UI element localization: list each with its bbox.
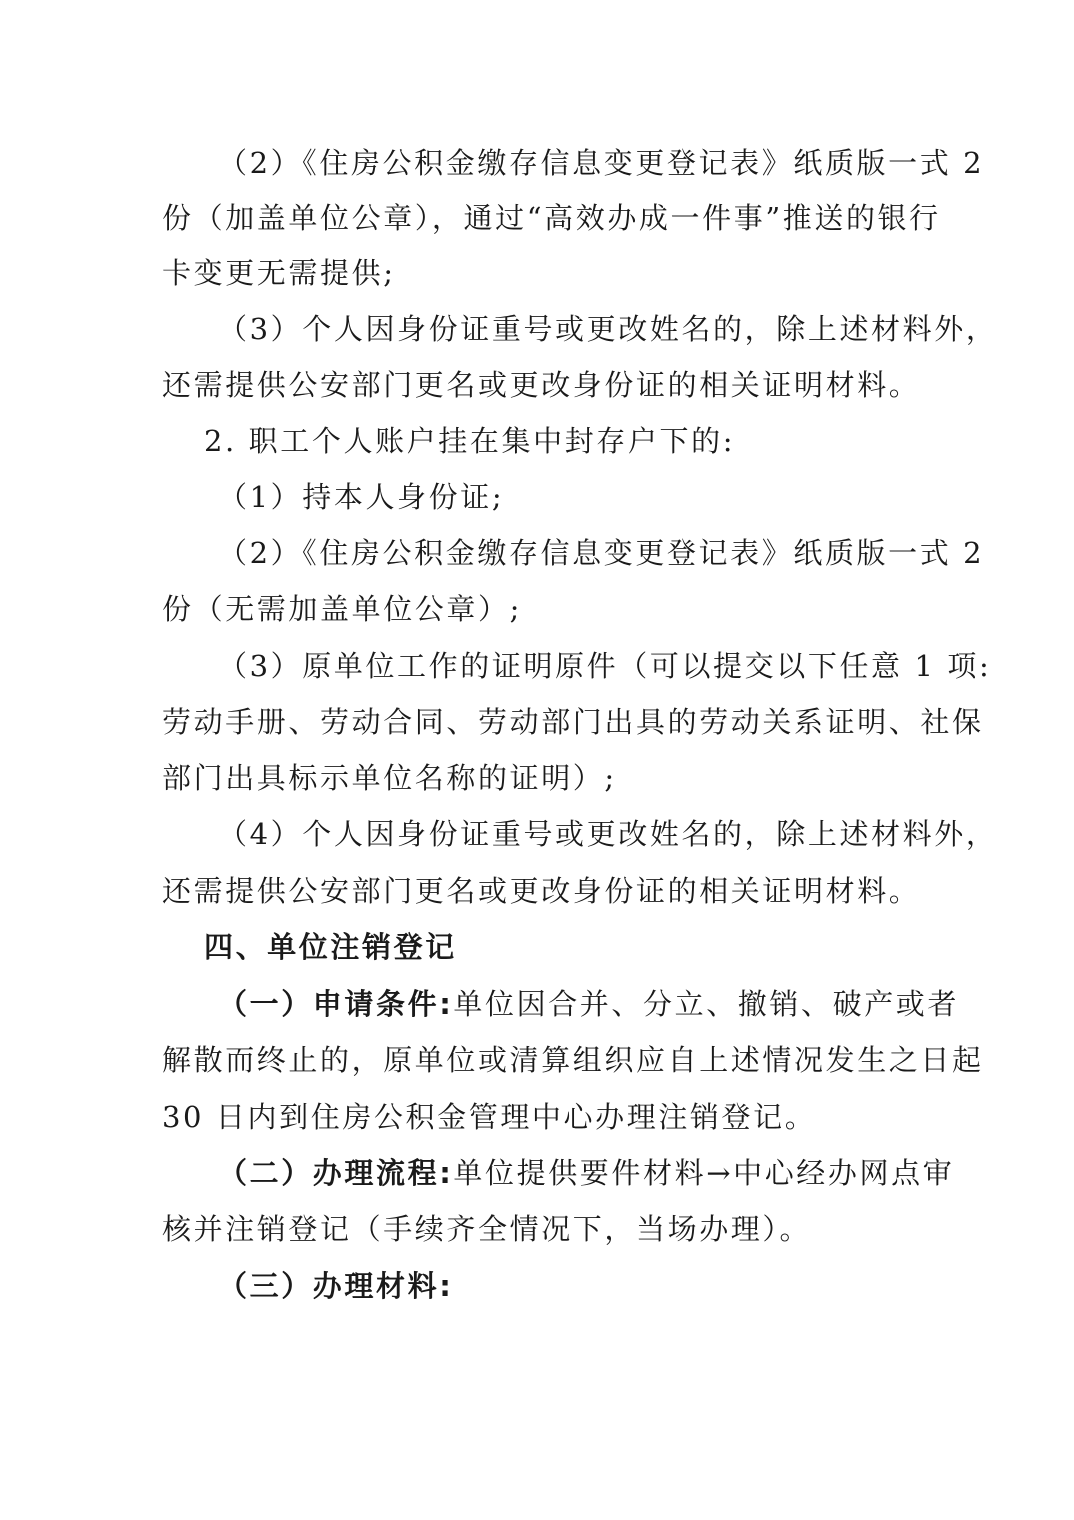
paragraph-line xyxy=(218,986,960,1022)
item-label: （二）办理流程: xyxy=(218,1156,454,1190)
paragraph-line: 劳动手册、劳动合同、劳动部门出具的劳动关系证明、社保 xyxy=(162,705,984,739)
paragraph-line: 解散而终止的，原单位或清算组织应自上述情况发生之日起 xyxy=(162,1043,984,1077)
paragraph-line: 30 日内到住房公积金管理中心办理注销登记。 xyxy=(162,1100,817,1134)
paragraph-line: 份（加盖单位公章），通过“高效办成一件事”推送的银行 xyxy=(162,201,941,235)
item-label: （三）办理材料: xyxy=(218,1269,454,1303)
paragraph-line xyxy=(218,1155,955,1191)
item-label: （一）申请条件: xyxy=(218,987,454,1021)
paragraph-line: 部门出具标示单位名称的证明）; xyxy=(162,761,617,795)
paragraph-line: 核并注销登记（手续齐全情况下，当场办理）。 xyxy=(162,1212,812,1246)
item-text: 单位因合并、分立、撤销、破产或者 xyxy=(453,987,960,1021)
paragraph-line: 份（无需加盖单位公章）; xyxy=(162,592,522,626)
paragraph-line: 还需提供公安部门更名或更改身份证的相关证明材料。 xyxy=(162,368,921,402)
paragraph-line: （1）持本人身份证; xyxy=(218,480,505,514)
paragraph-line: 还需提供公安部门更名或更改身份证的相关证明材料。 xyxy=(162,874,921,908)
paragraph-line: （2）《住房公积金缴存信息变更登记表》纸质版一式 2 xyxy=(218,146,985,180)
paragraph-line: （3）个人因身份证重号或更改姓名的，除上述材料外， xyxy=(218,312,998,346)
paragraph-line: （3）原单位工作的证明原件（可以提交以下任意 1 项: xyxy=(218,649,992,683)
paragraph-line: （4）个人因身份证重号或更改姓名的，除上述材料外， xyxy=(218,817,998,851)
section-heading: 四、单位注销登记 xyxy=(204,930,457,964)
item-text: 单位提供要件材料→中心经办网点审 xyxy=(453,1156,955,1190)
paragraph-line: 卡变更无需提供; xyxy=(162,256,396,290)
paragraph-line: 2. 职工个人账户挂在集中封存户下的: xyxy=(204,424,736,458)
paragraph-line: （2）《住房公积金缴存信息变更登记表》纸质版一式 2 xyxy=(218,536,985,570)
